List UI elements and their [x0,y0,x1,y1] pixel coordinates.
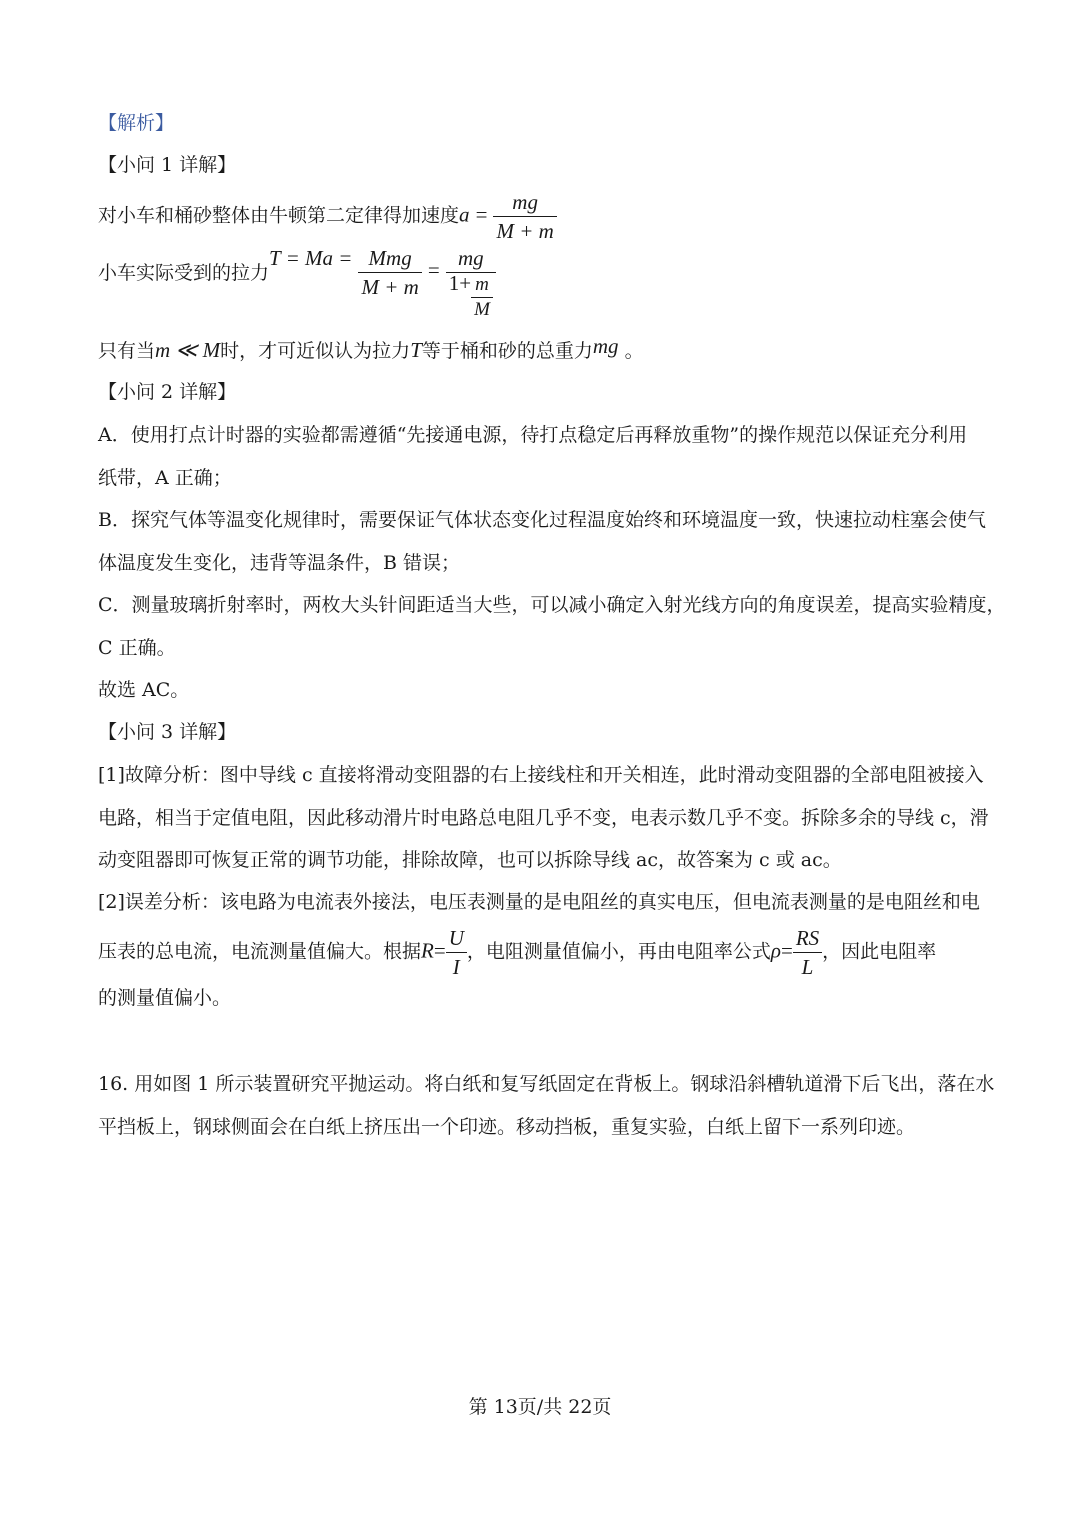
q1-tension-fraction-1 [358,246,421,299]
q1-var-T: T [410,338,422,362]
fraction-denominator [446,273,496,320]
fraction-numerator: mg [493,190,556,217]
q3-p2-line2-part-a: 压表的总电流，电流测量值偏大。根据 [98,940,422,963]
q1-line2-text: 小车实际受到的拉力 [98,262,270,284]
fraction-denominator: L [801,955,814,979]
q2-header: 【小问 2 详解】 [98,381,237,403]
q3-eq-sign-2: = [780,938,793,963]
q3-p1-line2: 电路，相当于定值电阻，因此移动滑片时电路总电阻几乎不变，电表示数几乎不变。拆除多余的导线 c，滑 [98,807,989,829]
q16-line2: 平挡板上，钢球侧面会在白纸上挤压出一个印迹。移动挡板，重复实验，白纸上留下一系列印迹。 [98,1116,916,1138]
q3-p1-line1: [1]故障分析：图中导线 c 直接将滑动变阻器的右上接线柱和开关相连，此时滑动变阻器的全部电阻被接入 [98,764,984,786]
q1-tension-fraction-2 [446,246,496,320]
nested-denominator: M [474,299,490,320]
q1-eq-sign: = [475,202,488,227]
q1-var-a: a [459,202,470,227]
q2-answer: 故选 AC。 [98,679,190,701]
q3-eq-sign-1: = [433,938,446,963]
q1-condition-math: m ≪ M [155,338,221,362]
q1-line3-part-d: 。 [624,340,644,362]
nested-numerator: m [471,275,493,298]
q1-tension-line [98,246,496,320]
fraction-numerator: U [446,926,467,953]
q16-line1: 16. 用如图 1 所示装置研究平抛运动。将白纸和复写纸固定在背板上。钢球沿斜槽轨道滑下后飞出，落在水 [98,1073,995,1095]
q2-option-c-line2: C 正确。 [98,637,176,659]
q3-p2-line2 [98,926,936,979]
q3-var-R: R [421,938,434,963]
q1-condition-line [98,334,644,363]
q3-resistivity-fraction [793,926,822,979]
q2-option-c-line1: C．测量玻璃折射率时，两枚大头针间距适当大些，可以减小确定入射光线方向的角度误差，提高实验精度， [98,594,1006,616]
q2-option-b-line1: B．探究气体等温变化规律时，需要保证气体状态变化过程温度始终和环境温度一致，快速拉动柱塞会使气 [98,509,986,531]
denominator-prefix: 1+ [448,271,472,296]
q2-option-a-line1: A．使用打点计时器的实验都需遵循“先接通电源，待打点稳定后再释放重物”的操作规范以保证充分利用 [98,424,968,446]
page-footer: 第 13页/共 22页 [468,1396,612,1418]
analysis-header: 【解析】 [98,112,175,134]
q1-line3-part-b: 时，才可近似认为拉力 [220,340,411,362]
q1-line1-text: 对小车和桶砂整体由牛顿第二定律得加速度 [98,204,460,227]
q3-ohm-fraction [446,926,467,979]
q3-p2-line2-part-b: ，电阻测量值偏小，再由电阻率公式 [466,940,771,963]
q1-eq-sign-2: = [427,258,440,282]
q3-p2-line3: 的测量值偏小。 [98,987,232,1009]
q1-header: 【小问 1 详解】 [98,154,237,176]
q2-option-b-line2: 体温度发生变化，违背等温条件，B 错误； [98,552,461,574]
q1-acceleration-fraction [493,190,556,243]
q2-option-a-line2: 纸带，A 正确； [98,467,232,489]
q3-var-rho: ρ [770,938,781,963]
q3-header: 【小问 3 详解】 [98,721,237,743]
fraction-denominator: M + m [496,219,554,243]
q1-acceleration-line [98,190,557,243]
nested-fraction [471,275,493,320]
fraction-numerator: RS [793,926,822,953]
fraction-denominator: I [452,955,460,979]
fraction-denominator: M + m [361,275,419,299]
q3-p2-line1: [2]误差分析：该电路为电流表外接法，电压表测量的是电阻丝的真实电压，但电流表测量的是电阻丝和电 [98,891,980,913]
q1-tension-lhs: T = Ma = [269,246,353,270]
q1-var-mg: mg [592,334,619,358]
q1-line3-part-a: 只有当 [98,340,156,362]
q3-p1-line3: 动变阻器即可恢复正常的调节功能，排除故障，也可以拆除导线 ac，故答案为 c 或 ac。 [98,849,842,871]
fraction-numerator: mg [446,246,496,273]
q1-line3-part-c: 等于桶和砂的总重力 [421,340,593,362]
q3-p2-line2-part-c: ，因此电阻率 [822,940,937,963]
fraction-numerator: Mmg [358,246,421,273]
